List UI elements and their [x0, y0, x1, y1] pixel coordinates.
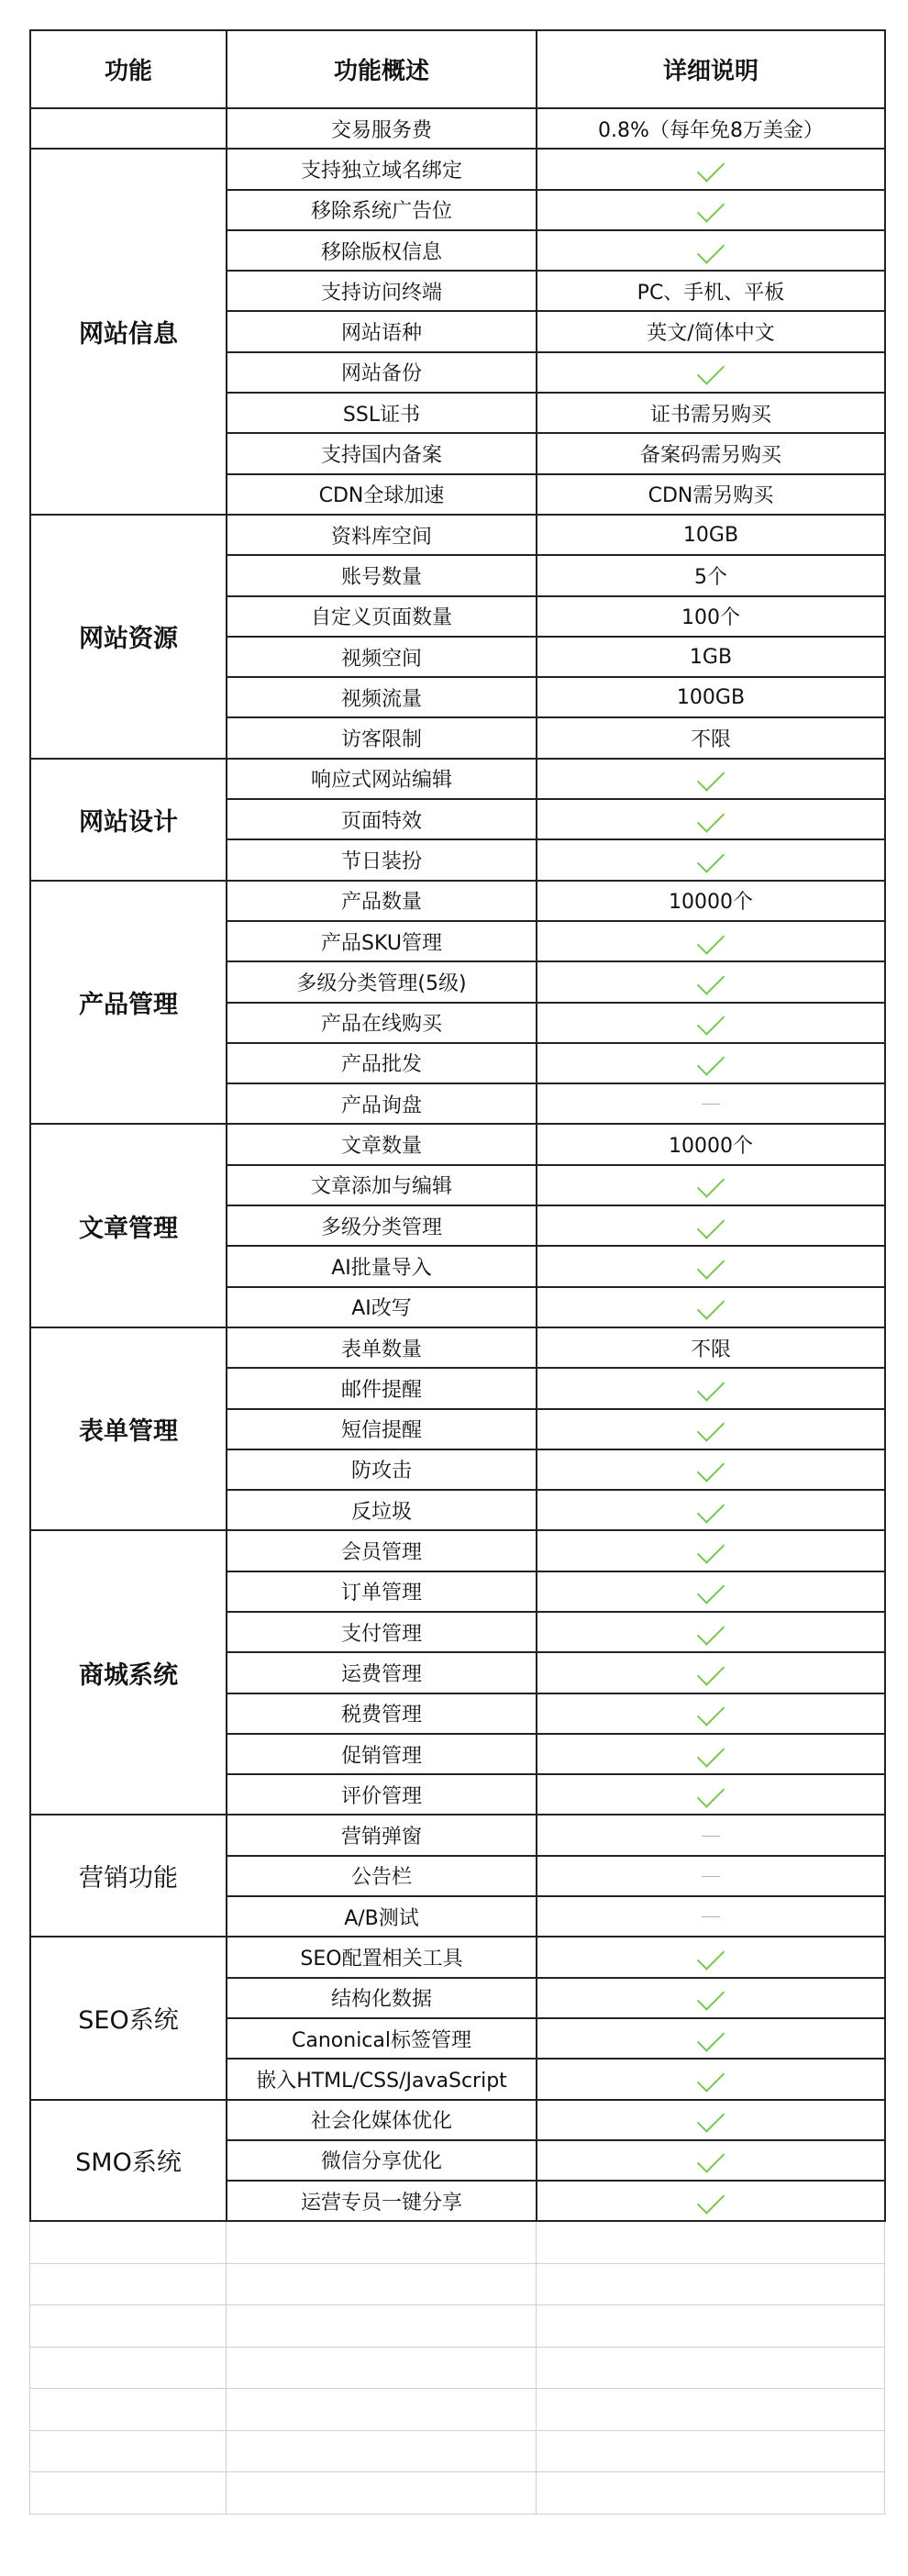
feature-detail: 10000个	[537, 881, 885, 921]
empty-cell	[30, 2222, 227, 2263]
category-cell: SEO系统	[30, 1937, 227, 2099]
check-icon	[697, 1699, 725, 1727]
empty-row	[30, 2222, 885, 2263]
feature-item: 网站语种	[227, 311, 537, 351]
feature-item: 反垃圾	[227, 1490, 537, 1530]
check-icon	[697, 358, 725, 385]
feature-item: 支持国内备案	[227, 433, 537, 473]
category-cell: SMO系统	[30, 2100, 227, 2222]
feature-row	[30, 1815, 885, 1855]
feature-item: 产品数量	[227, 881, 537, 921]
check-icon	[697, 764, 725, 792]
feature-item: 产品批发	[227, 1043, 537, 1083]
empty-cell	[537, 2472, 885, 2515]
feature-item: SSL证书	[227, 393, 537, 433]
detail-cell	[537, 961, 885, 1002]
check-icon	[697, 2186, 725, 2214]
feature-row	[30, 1937, 885, 1977]
feature-detail: 100GB	[537, 677, 885, 717]
feature-item: 自定义页面数量	[227, 596, 537, 637]
detail-cell	[537, 1815, 885, 1855]
check-icon	[697, 845, 725, 872]
check-icon	[697, 1658, 725, 1685]
detail-cell	[537, 2100, 885, 2140]
check-icon	[697, 1211, 725, 1238]
empty-cell	[537, 2347, 885, 2389]
dash-icon	[702, 1876, 720, 1877]
detail-cell	[537, 839, 885, 880]
feature-item: 网站备份	[227, 352, 537, 393]
empty-cell	[30, 2472, 227, 2515]
feature-item: 促销管理	[227, 1734, 537, 1774]
feature-item: 微信分享优化	[227, 2140, 537, 2181]
header-overview: 功能概述	[227, 30, 537, 108]
check-icon	[697, 1007, 725, 1035]
feature-item: 会员管理	[227, 1530, 537, 1571]
detail-cell	[537, 1043, 885, 1083]
feature-item: 表单数量	[227, 1327, 537, 1368]
detail-cell	[537, 1490, 885, 1530]
category-cell: 网站信息	[30, 149, 227, 515]
detail-cell	[537, 1856, 885, 1896]
feature-item: 营销弹窗	[227, 1815, 537, 1855]
detail-cell	[537, 1571, 885, 1612]
feature-row	[30, 2100, 885, 2140]
feature-item: 视频空间	[227, 637, 537, 677]
feature-item: 资料库空间	[227, 515, 537, 555]
feature-row	[30, 515, 885, 555]
feature-item: 多级分类管理	[227, 1205, 537, 1246]
empty-row	[30, 2263, 885, 2305]
empty-cell	[537, 2222, 885, 2263]
detail-cell	[537, 230, 885, 271]
check-icon	[697, 1251, 725, 1279]
check-icon	[697, 195, 725, 223]
check-icon	[697, 236, 725, 263]
fee-detail: 0.8%（每年免8万美金）	[537, 108, 885, 149]
header-row	[30, 30, 885, 108]
check-icon	[697, 1536, 725, 1563]
feature-item: 邮件提醒	[227, 1368, 537, 1408]
dash-icon	[702, 1836, 720, 1837]
feature-detail: 备案码需另购买	[537, 433, 885, 473]
feature-table	[29, 29, 886, 2222]
feature-row	[30, 1530, 885, 1571]
detail-cell	[537, 1287, 885, 1327]
feature-item: SEO配置相关工具	[227, 1937, 537, 1977]
check-icon	[697, 1942, 725, 1970]
feature-detail: 证书需另购买	[537, 393, 885, 433]
check-icon	[697, 2024, 725, 2051]
empty-cell	[30, 2305, 227, 2348]
detail-cell	[537, 1693, 885, 1734]
check-icon	[697, 1171, 725, 1198]
feature-item: 公告栏	[227, 1856, 537, 1896]
check-icon	[697, 1293, 725, 1320]
feature-detail: 100个	[537, 596, 885, 637]
feature-row	[30, 149, 885, 189]
feature-item: AI批量导入	[227, 1246, 537, 1286]
check-icon	[697, 2146, 725, 2173]
header-details: 详细说明	[537, 30, 885, 108]
feature-item: 移除系统广告位	[227, 190, 537, 230]
feature-item: 产品询盘	[227, 1083, 537, 1124]
detail-cell	[537, 1205, 885, 1246]
feature-row	[30, 881, 885, 921]
check-icon	[697, 805, 725, 832]
detail-cell	[537, 1449, 885, 1490]
header-feature: 功能	[30, 30, 227, 108]
dash-icon	[702, 1916, 720, 1917]
feature-detail: 英文/简体中文	[537, 311, 885, 351]
feature-item: 短信提醒	[227, 1409, 537, 1449]
empty-row	[30, 2430, 885, 2472]
check-icon	[697, 927, 725, 954]
empty-cell	[227, 2263, 537, 2305]
check-icon	[697, 2064, 725, 2092]
feature-item: 产品SKU管理	[227, 921, 537, 961]
detail-cell	[537, 1774, 885, 1815]
check-icon	[697, 1577, 725, 1604]
feature-item: 访客限制	[227, 717, 537, 758]
feature-item: 账号数量	[227, 555, 537, 595]
feature-detail: 5个	[537, 555, 885, 595]
detail-cell	[537, 1003, 885, 1043]
detail-cell	[537, 1734, 885, 1774]
empty-cell	[30, 2430, 227, 2472]
empty-row	[30, 2305, 885, 2348]
feature-item: 支持访问终端	[227, 271, 537, 311]
category-cell: 网站资源	[30, 515, 227, 759]
empty-cell	[30, 2389, 227, 2431]
empty-cell	[537, 2263, 885, 2305]
empty-cell	[227, 2430, 537, 2472]
feature-row	[30, 1327, 885, 1368]
feature-detail: PC、手机、平板	[537, 271, 885, 311]
check-icon	[697, 967, 725, 994]
feature-item: 节日装扮	[227, 839, 537, 880]
empty-row	[30, 2347, 885, 2389]
empty-row	[30, 2389, 885, 2431]
feature-item: 响应式网站编辑	[227, 759, 537, 799]
empty-cell	[537, 2305, 885, 2348]
check-icon	[697, 1983, 725, 2011]
category-cell: 表单管理	[30, 1327, 227, 1530]
check-icon	[697, 1495, 725, 1523]
feature-item: 多级分类管理(5级)	[227, 961, 537, 1002]
detail-cell	[537, 1978, 885, 2018]
empty-cell	[537, 2389, 885, 2431]
detail-cell	[537, 190, 885, 230]
category-cell: 产品管理	[30, 881, 227, 1125]
detail-cell	[537, 2018, 885, 2059]
feature-item: 产品在线购买	[227, 1003, 537, 1043]
empty-cell	[227, 2222, 537, 2263]
empty-grid	[29, 2222, 885, 2515]
fee-row	[30, 108, 885, 149]
detail-cell	[537, 799, 885, 839]
detail-cell	[537, 1368, 885, 1408]
feature-item: 运费管理	[227, 1652, 537, 1693]
detail-cell	[537, 1083, 885, 1124]
detail-cell	[537, 1409, 885, 1449]
feature-detail: 1GB	[537, 637, 885, 677]
check-icon	[697, 1049, 725, 1076]
check-icon	[697, 1739, 725, 1767]
empty-cell	[227, 2389, 537, 2431]
fee-category-cell	[30, 108, 227, 149]
check-icon	[697, 1617, 725, 1645]
empty-cell	[30, 2263, 227, 2305]
feature-item: 社会化媒体优化	[227, 2100, 537, 2140]
category-cell: 营销功能	[30, 1815, 227, 1937]
check-icon	[697, 154, 725, 182]
feature-row	[30, 759, 885, 799]
feature-item: CDN全球加速	[227, 474, 537, 515]
empty-cell	[227, 2472, 537, 2515]
detail-cell	[537, 1530, 885, 1571]
empty-row	[30, 2472, 885, 2515]
fee-item: 交易服务费	[227, 108, 537, 149]
check-icon	[697, 1414, 725, 1441]
empty-cell	[537, 2430, 885, 2472]
feature-detail: 不限	[537, 1327, 885, 1368]
feature-detail: 10GB	[537, 515, 885, 555]
empty-cell	[30, 2347, 227, 2389]
detail-cell	[537, 2181, 885, 2221]
detail-cell	[537, 352, 885, 393]
empty-cell	[227, 2305, 537, 2348]
feature-detail: 不限	[537, 717, 885, 758]
empty-cell	[227, 2347, 537, 2389]
detail-cell	[537, 1612, 885, 1652]
check-icon	[697, 2104, 725, 2132]
feature-item: 移除版权信息	[227, 230, 537, 271]
check-icon	[697, 1780, 725, 1807]
feature-item: 税费管理	[227, 1693, 537, 1734]
dash-icon	[702, 1104, 720, 1105]
feature-item: 视频流量	[227, 677, 537, 717]
feature-item: 运营专员一键分享	[227, 2181, 537, 2221]
feature-item: 防攻击	[227, 1449, 537, 1490]
category-cell: 商城系统	[30, 1530, 227, 1815]
category-cell: 网站设计	[30, 759, 227, 881]
feature-row	[30, 1124, 885, 1164]
feature-item: 文章添加与编辑	[227, 1165, 537, 1205]
detail-cell	[537, 759, 885, 799]
detail-cell	[537, 1652, 885, 1693]
detail-cell	[537, 149, 885, 189]
detail-cell	[537, 921, 885, 961]
detail-cell	[537, 1937, 885, 1977]
feature-detail: CDN需另购买	[537, 474, 885, 515]
detail-cell	[537, 2140, 885, 2181]
feature-item: 支付管理	[227, 1612, 537, 1652]
detail-cell	[537, 1896, 885, 1937]
feature-item: 订单管理	[227, 1571, 537, 1612]
feature-item: 支持独立域名绑定	[227, 149, 537, 189]
feature-item: AI改写	[227, 1287, 537, 1327]
check-icon	[697, 1455, 725, 1482]
feature-item: 文章数量	[227, 1124, 537, 1164]
feature-item: A/B测试	[227, 1896, 537, 1937]
feature-detail: 10000个	[537, 1124, 885, 1164]
detail-cell	[537, 1165, 885, 1205]
detail-cell	[537, 1246, 885, 1286]
feature-comparison-sheet	[29, 29, 884, 2515]
feature-item: 评价管理	[227, 1774, 537, 1815]
category-cell: 文章管理	[30, 1124, 227, 1327]
feature-item: 结构化数据	[227, 1978, 537, 2018]
feature-item: Canonical标签管理	[227, 2018, 537, 2059]
detail-cell	[537, 2059, 885, 2099]
check-icon	[697, 1373, 725, 1401]
feature-item: 嵌入HTML/CSS/JavaScript	[227, 2059, 537, 2099]
feature-item: 页面特效	[227, 799, 537, 839]
